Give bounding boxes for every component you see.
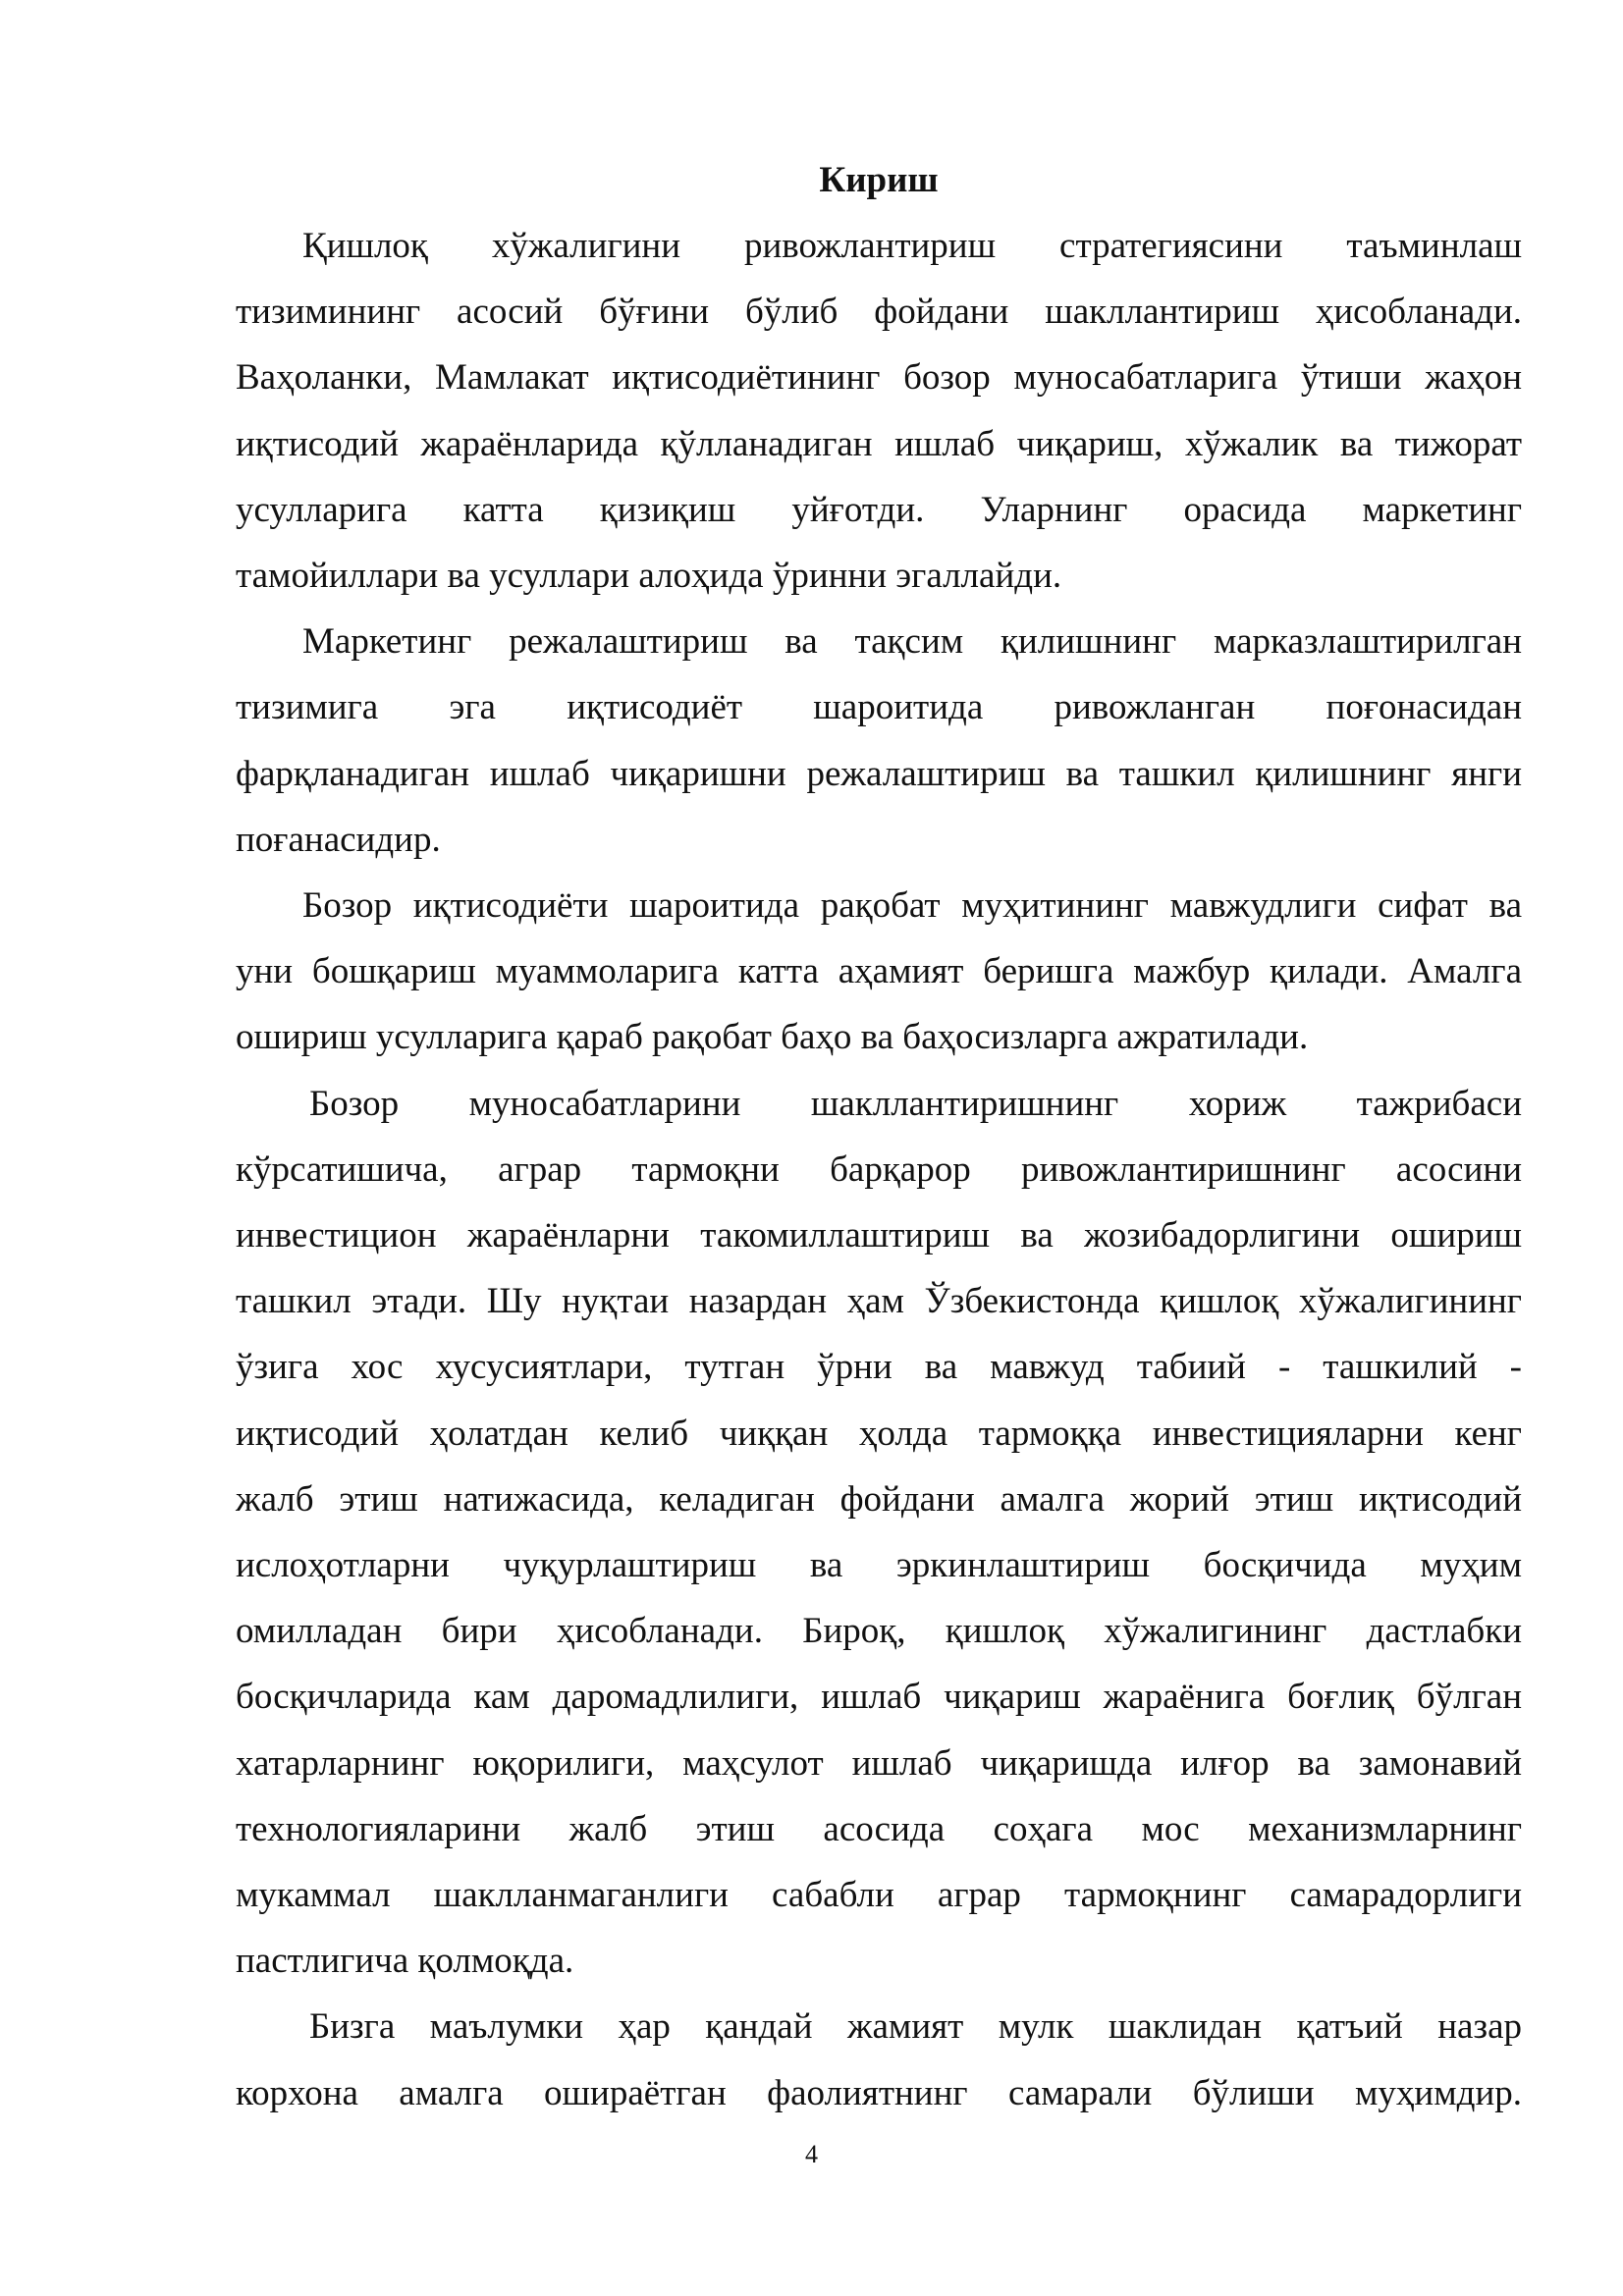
text-line: уни бошқариш муаммоларига катта аҳамият беришга мажбур қилади. Амалга [236, 951, 1522, 992]
text-line: тизимига эга иқтисодиёт шароитида ривожланган поғонасидан [236, 687, 1522, 728]
text-line: ошириш усулларига қараб рақобат баҳо ва баҳосизларга ажратилади. [236, 1017, 1309, 1058]
page-number: 4 [805, 2140, 818, 2168]
text-line: Ваҳоланки, Мамлакат иқтисодиётининг бозор муносабатларига ўтиши жаҳон [236, 357, 1522, 399]
text-line: иқтисодий жараёнларида қўлланадиган ишлаб чиқариш, хўжалик ва тижорат [236, 423, 1522, 464]
text-line: иқтисодий ҳолатдан келиб чиққан ҳолда тармоққа инвестицияларни кенг [236, 1413, 1522, 1454]
paragraph-5 [236, 1994, 1522, 2125]
text-line: поғанасидир. [236, 819, 441, 860]
text-line: жалб этиш натижасида, келадиган фойдани амалга жорий этиш иқтисодий [236, 1478, 1522, 1520]
text-line: кўрсатишича, аграр тармоқни барқарор ривожлантиришнинг асосини [236, 1148, 1522, 1190]
text-line: ташкил этади. Шу нуқтаи назардан ҳам Ўзбекистонда қишлоқ хўжалигининг [236, 1281, 1522, 1322]
text-line: усулларига катта қизиқиш уйғотди. Уларнинг орасида маркетинг [236, 489, 1522, 530]
text-line: омилладан бири ҳисобланади. Бироқ, қишлоқ хўжалигининг дастлабки [236, 1611, 1522, 1652]
text-line: Бозор иқтисодиёти шароитида рақобат муҳитининг мавжудлиги сифат ва [302, 885, 1522, 927]
text-line: Бозор муносабатларини шакллантиришнинг хориж тажрибаси [309, 1083, 1522, 1124]
text-line: мукаммал шаклланмаганлиги сабабли аграр тармоқнинг самарадорлиги [236, 1875, 1522, 1916]
text-line: технологияларини жалб этиш асосида соҳага мос механизмларнинг [236, 1808, 1522, 1849]
paragraph-2 [236, 609, 1522, 873]
text-line: тизимининг асосий бўғини бўлиб фойдани шакллантириш ҳисобланади. [236, 292, 1522, 333]
paragraph-3 [236, 873, 1522, 1071]
text-line: пастлигича қолмоқда. [236, 1941, 574, 1982]
text-line: инвестицион жараёнларни такомиллаштириш ва жозибадорлигини ошириш [236, 1215, 1522, 1256]
paragraph-4 [236, 1071, 1522, 1995]
text-line: фарқланадиган ишлаб чиқаришни режалаштириш ва ташкил қилишнинг янги [236, 753, 1522, 794]
text-line: ислоҳотларни чуқурлаштириш ва эркинлаштириш босқичида муҳим [236, 1545, 1522, 1586]
text-line: корхона амалга ошираётган фаолиятнинг самарали бўлиши муҳимдир. [236, 2072, 1522, 2113]
text-line: босқичларида кам даромадлилиги, ишлаб чиқариш жараёнига боғлиқ бўлган [236, 1677, 1522, 1718]
text-line: хатарларнинг юқорилиги, маҳсулот ишлаб чиқаришда илғор ва замонавий [236, 1742, 1522, 1784]
text-line: ўзига хос хусусиятлари, тутган ўрни ва мавжуд табиий - ташкилий - [236, 1347, 1522, 1388]
page-title: Кириш [819, 160, 939, 200]
text-line: Қишлоқ хўжалигини ривожлантириш стратегиясини таъминлаш [302, 226, 1522, 266]
text-line: тамойиллари ва усуллари алоҳида ўринни эгаллайди. [236, 556, 1062, 597]
page-content [236, 147, 1522, 2126]
text-line: Бизга маълумки ҳар қандай жамият мулк шаклидан қатъий назар [309, 2006, 1522, 2048]
text-line: Маркетинг режалаштириш ва тақсим қилишнинг марказлаштирилган [302, 621, 1522, 663]
paragraph-1 [236, 213, 1522, 609]
